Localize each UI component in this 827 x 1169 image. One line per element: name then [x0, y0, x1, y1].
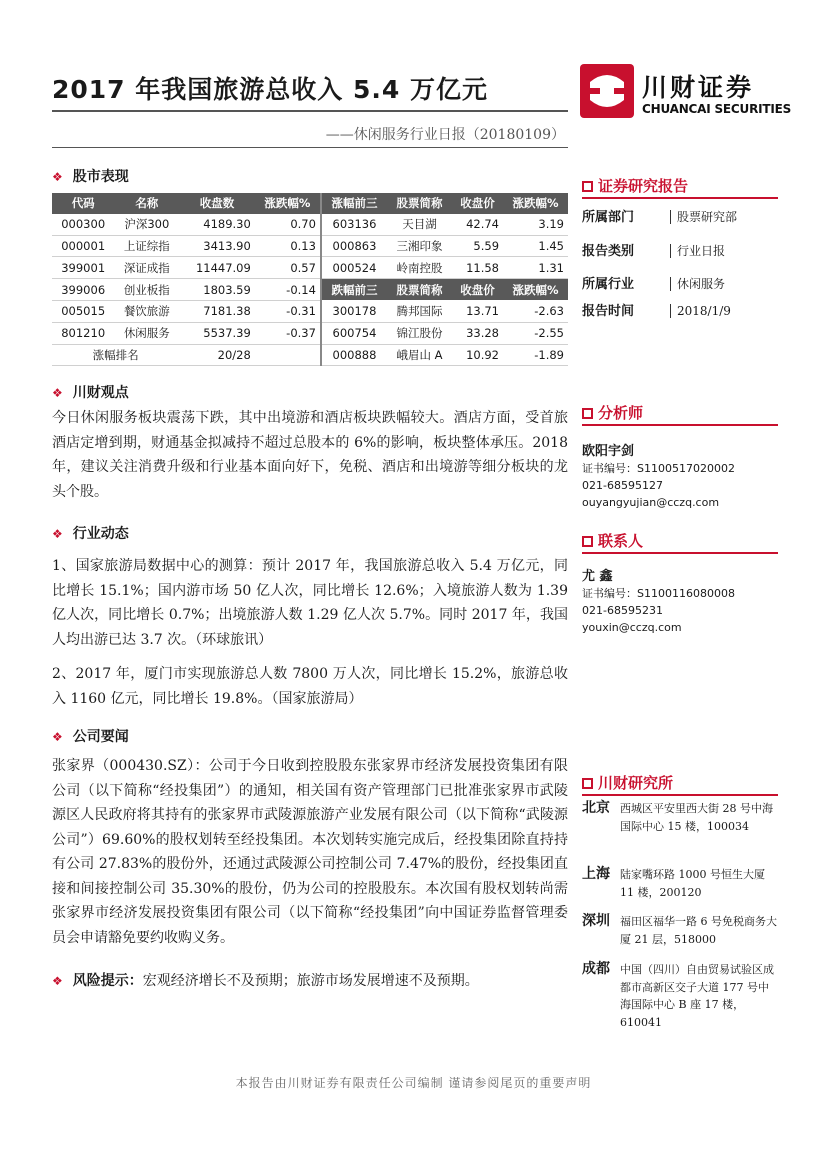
analyst-email[interactable]: ouyangyujian@cczq.com	[582, 496, 720, 509]
table-cell: 399001	[52, 257, 114, 279]
company-paragraph: 张家界（000430.SZ）：公司于今日收到控股股东张家界市经济发展投资集团有限公司（以下简称“经投集团”）的通知，相关国有资产管理部门已批准张家界市武陵源区人民政府将其持有的张家界市武陵源旅游产业发展有限公司（以下简称“武陵源公司”）69.60%的股权划转至经投集团。本次划转实施完成后，经投集团除直持持有公司 27.83%的股份外，还通过武陵源公司控制公司 7.47%的股份，经投集团直接和间接控制公司 35.30%的股份，仍为公司的控股股东。本次国有股权划转尚需张家界市经济发展投资集团有限公司（以下简称“经投集团”向中国证券监督管理委员会申请豁免要约收购义务。	[52, 758, 568, 946]
table-cell: 岭南控股	[387, 257, 452, 279]
table-cell: 5.59	[452, 235, 503, 257]
table-cell: -0.37	[255, 322, 321, 344]
table-cell: 休闲服务	[114, 322, 179, 344]
table-cell: 801210	[52, 322, 114, 344]
section-heading-company: ❖ 公司要闻	[52, 729, 129, 745]
table-header-cell: 股票简称	[387, 279, 452, 301]
contact-phone: 021-68595231	[582, 604, 663, 617]
table-cell: 腾邦国际	[387, 300, 452, 322]
section-heading-view: ❖ 川财观点	[52, 385, 129, 401]
diamond-bullet-icon: ❖	[52, 386, 63, 400]
table-header-cell: 代码	[52, 193, 114, 214]
table-cell: 33.28	[452, 322, 503, 344]
table-cell: 创业板指	[114, 279, 179, 301]
sidebar-rule	[582, 197, 778, 199]
table-cell	[255, 344, 321, 366]
view-paragraph: 今日休闲服务板块震荡下跌，其中出境游和酒店板块跌幅较大。酒店方面，受首旅酒店定增到期，财通基金拟减持不超过总股本的 6%的影响，板块整体承压。2018 年，建议关注消费升级和行业基本面向好下，免税、酒店和出境游等细分板块的龙头个股。	[52, 410, 568, 500]
table-header-cell: 收盘价	[452, 279, 503, 301]
page-title: 2017 年我国旅游总收入 5.4 万亿元	[52, 75, 488, 104]
industry-item-2: 2、2017 年，厦门市实现旅游总人数 7800 万人次，同比增长 15.2%，旅游总收入 1160 亿元，同比增长 19.8%。（国家旅游局）	[52, 666, 568, 707]
table-header-cell: 涨幅前三	[321, 193, 387, 214]
table-cell: 42.74	[452, 214, 503, 235]
table-cell: 000300	[52, 214, 114, 235]
table-cell: -2.63	[503, 300, 568, 322]
rank-label: 涨幅排名	[52, 344, 179, 366]
sidebar-heading-institute: 川财研究所	[582, 772, 673, 793]
table-header-cell: 收盘数	[179, 193, 255, 214]
analyst-phone: 021-68595127	[582, 479, 663, 492]
sidebar-rule	[582, 794, 778, 796]
logo-mark-icon	[580, 64, 634, 118]
table-cell: 300178	[321, 300, 387, 322]
square-bullet-icon	[582, 181, 593, 192]
analyst-name: 欧阳宇剑	[582, 444, 635, 459]
table-cell: 11447.09	[179, 257, 255, 279]
table-cell: -0.14	[255, 279, 321, 301]
table-cell: 0.57	[255, 257, 321, 279]
office-chengdu: 成都 中国（四川）自由贸易试验区成都市高新区交子大道 177 号中海国际中心 B 座 17 楼，610041	[582, 961, 774, 1029]
office-shenzhen: 深圳 福田区福华一路 6 号免税商务大厦 21 层，518000	[582, 913, 777, 946]
table-cell: -0.31	[255, 300, 321, 322]
contact-name: 尤 鑫	[582, 569, 613, 584]
table-cell: 上证综指	[114, 235, 179, 257]
square-bullet-icon	[582, 536, 593, 547]
office-beijing: 北京 西城区平安里西大街 28 号中海国际中心 15 楼，100034	[582, 800, 773, 833]
square-bullet-icon	[582, 778, 593, 789]
table-cell: 1.31	[503, 257, 568, 279]
table-row	[52, 235, 568, 257]
section-heading-industry: ❖ 行业动态	[52, 526, 129, 542]
risk-label: 风险提示：	[72, 973, 143, 989]
table-cell: 0.13	[255, 235, 321, 257]
table-cell: 11.58	[452, 257, 503, 279]
contact-cert: 证书编号：S1100116080008	[582, 587, 735, 600]
table-cell: 000888	[321, 344, 387, 366]
industry-item-1: 1、国家旅游局数据中心的测算：预计 2017 年，我国旅游总收入 5.4 万亿元，同比增长 15.1%；国内游市场 50 亿人次，同比增长 12.6%；入境旅游人数为 1.39 亿人次，同比增长 0.7%；出境旅游人数 1.29 亿人次 5.7%。同时 2017 年，我国人均出游已达 3.7 次。（环球旅讯）	[52, 558, 568, 648]
contact-email[interactable]: youxin@cczq.com	[582, 621, 682, 634]
logo-text-en: CHUANCAI SECURITIES	[642, 102, 792, 116]
office-shanghai: 上海 陆家嘴环路 1000 号恒生大厦 11 楼，200120	[582, 866, 765, 899]
table-header-cell: 名称	[114, 193, 179, 214]
risk-text: 宏观经济增长不及预期；旅游市场发展增速不及预期。	[142, 973, 479, 989]
table-cell: 000863	[321, 235, 387, 257]
table-cell: 1803.59	[179, 279, 255, 301]
header-rule	[52, 110, 568, 112]
table-cell: 沪深300	[114, 214, 179, 235]
contact-card	[582, 568, 735, 636]
table-cell: 4189.30	[179, 214, 255, 235]
diamond-bullet-icon: ❖	[52, 730, 63, 744]
diamond-bullet-icon: ❖	[52, 527, 63, 541]
table-cell: 三湘印象	[387, 235, 452, 257]
table-cell: 7181.38	[179, 300, 255, 322]
table-cell: 000524	[321, 257, 387, 279]
table-cell: 餐饮旅游	[114, 300, 179, 322]
market-table	[52, 193, 568, 366]
table-header-cell: 涨跌幅%	[503, 193, 568, 214]
sidebar-heading-report: 证券研究报告	[582, 175, 688, 196]
table-cell: 0.70	[255, 214, 321, 235]
info-row-industry: 所属行业 休闲服务	[582, 277, 726, 292]
risk-line	[52, 970, 479, 990]
table-header-cell: 涨跌幅%	[255, 193, 321, 214]
page-footer: 本报告由川财证券有限责任公司编制 谨请参阅尾页的重要声明	[235, 1076, 592, 1090]
info-row-type: 报告类别 行业日报	[582, 244, 726, 259]
table-cell: 峨眉山 A	[387, 344, 452, 366]
table-row	[52, 279, 568, 301]
table-row	[52, 257, 568, 279]
table-cell: -1.89	[503, 344, 568, 366]
square-bullet-icon	[582, 408, 593, 419]
table-row	[52, 214, 568, 235]
sidebar-heading-analyst: 分析师	[582, 402, 643, 423]
table-cell: 3.19	[503, 214, 568, 235]
analyst-card	[582, 443, 735, 511]
info-row-department: 所属部门 股票研究部	[582, 210, 738, 225]
table-cell: 10.92	[452, 344, 503, 366]
table-header-cell: 收盘价	[452, 193, 503, 214]
analyst-cert: 证书编号：S1100517020002	[582, 462, 735, 475]
table-cell: 1.45	[503, 235, 568, 257]
table-cell: 天目湖	[387, 214, 452, 235]
table-cell: 000001	[52, 235, 114, 257]
logo-text-cn: 川财证券	[642, 73, 755, 102]
sidebar-heading-contact: 联系人	[582, 530, 643, 551]
page-subtitle: ——休闲服务行业日报（20180109）	[325, 127, 565, 143]
table-header-cell: 股票简称	[387, 193, 452, 214]
sidebar-rule	[582, 424, 778, 426]
table-cell: 深证成指	[114, 257, 179, 279]
table-row	[52, 322, 568, 344]
table-row	[52, 344, 568, 366]
table-cell: 603136	[321, 214, 387, 235]
table-cell: 5537.39	[179, 322, 255, 344]
table-cell: 13.71	[452, 300, 503, 322]
table-cell: 399006	[52, 279, 114, 301]
diamond-bullet-icon: ❖	[52, 974, 63, 988]
sidebar-rule	[582, 552, 778, 554]
table-cell: 3413.90	[179, 235, 255, 257]
table-header-cell: 跌幅前三	[321, 279, 387, 301]
section-heading-market: ❖ 股市表现	[52, 169, 129, 185]
table-row	[52, 300, 568, 322]
header-rule-2	[52, 147, 568, 148]
table-cell: 600754	[321, 322, 387, 344]
rank-value: 20/28	[179, 344, 255, 366]
table-cell: -2.55	[503, 322, 568, 344]
company-logo	[580, 64, 792, 124]
table-header-row	[52, 193, 568, 214]
table-cell: 005015	[52, 300, 114, 322]
table-cell: 锦江股份	[387, 322, 452, 344]
diamond-bullet-icon: ❖	[52, 170, 63, 184]
info-row-date: 报告时间 2018/1/9	[582, 304, 731, 319]
table-header-cell: 涨跌幅%	[503, 279, 568, 301]
